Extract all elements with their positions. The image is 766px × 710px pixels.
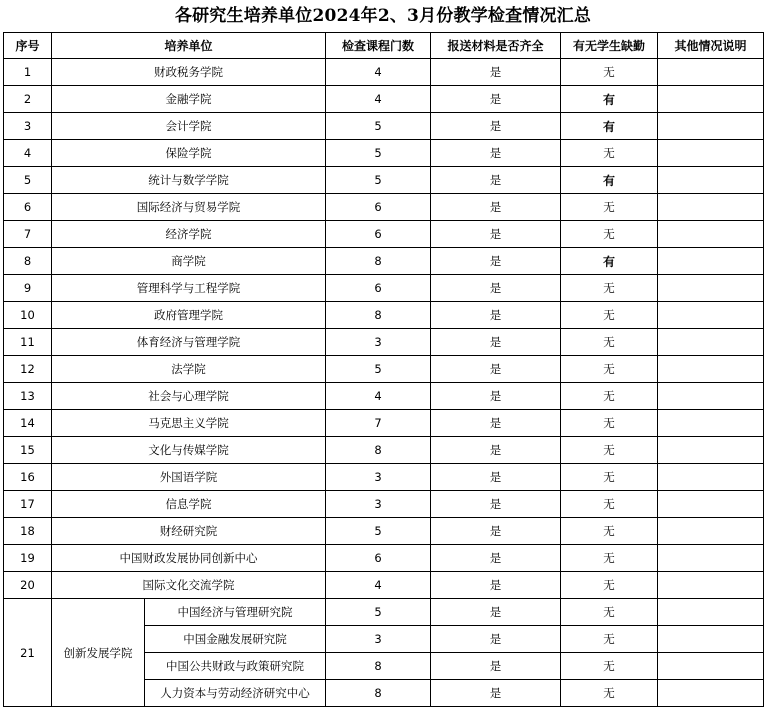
table-row: [4, 140, 764, 167]
table-row: [4, 572, 764, 599]
table-row: [4, 86, 764, 113]
cell-seq: 19: [4, 545, 52, 572]
cell-seq: 8: [4, 248, 52, 275]
cell-absence: 无: [561, 410, 658, 437]
cell-other: [658, 86, 764, 113]
table-row: [4, 275, 764, 302]
cell-materials: 是: [431, 113, 561, 140]
cell-materials: 是: [431, 302, 561, 329]
cell-courses: 6: [326, 194, 431, 221]
cell-materials: 是: [431, 464, 561, 491]
table-row: [4, 518, 764, 545]
cell-courses: 8: [326, 653, 431, 680]
cell-other: [658, 626, 764, 653]
cell-seq: 12: [4, 356, 52, 383]
cell-unit: 保险学院: [52, 140, 326, 167]
table-row: [4, 545, 764, 572]
cell-courses: 6: [326, 221, 431, 248]
cell-other: [658, 113, 764, 140]
cell-sub-unit: 中国金融发展研究院: [145, 626, 326, 653]
cell-courses: 4: [326, 572, 431, 599]
cell-courses: 7: [326, 410, 431, 437]
cell-seq: 20: [4, 572, 52, 599]
cell-absence: 有: [561, 248, 658, 275]
cell-unit: 财经研究院: [52, 518, 326, 545]
cell-absence: 有: [561, 167, 658, 194]
table-row: [4, 302, 764, 329]
cell-seq: 13: [4, 383, 52, 410]
cell-seq: 17: [4, 491, 52, 518]
cell-absence: 无: [561, 59, 658, 86]
cell-other: [658, 599, 764, 626]
table-row: [4, 356, 764, 383]
table-row: [4, 167, 764, 194]
cell-group-unit: 创新发展学院: [52, 599, 145, 707]
cell-other: [658, 248, 764, 275]
cell-unit: 社会与心理学院: [52, 383, 326, 410]
cell-unit: 政府管理学院: [52, 302, 326, 329]
cell-absence: 无: [561, 545, 658, 572]
table-row: [4, 113, 764, 140]
cell-absence: 无: [561, 491, 658, 518]
cell-seq: 2: [4, 86, 52, 113]
cell-unit: 管理科学与工程学院: [52, 275, 326, 302]
cell-courses: 5: [326, 167, 431, 194]
cell-other: [658, 680, 764, 707]
cell-courses: 5: [326, 140, 431, 167]
cell-unit: 体育经济与管理学院: [52, 329, 326, 356]
cell-courses: 5: [326, 356, 431, 383]
summary-table: [3, 32, 764, 707]
cell-courses: 4: [326, 86, 431, 113]
cell-other: [658, 59, 764, 86]
cell-unit: 国际文化交流学院: [52, 572, 326, 599]
cell-materials: 是: [431, 437, 561, 464]
cell-seq: 3: [4, 113, 52, 140]
table-row: [4, 464, 764, 491]
cell-other: [658, 356, 764, 383]
cell-other: [658, 194, 764, 221]
cell-materials: 是: [431, 626, 561, 653]
cell-materials: 是: [431, 329, 561, 356]
cell-other: [658, 545, 764, 572]
cell-absence: 无: [561, 383, 658, 410]
cell-seq: 7: [4, 221, 52, 248]
cell-seq: 10: [4, 302, 52, 329]
cell-unit: 中国财政发展协同创新中心: [52, 545, 326, 572]
header-courses: 检查课程门数: [326, 33, 431, 59]
cell-unit: 法学院: [52, 356, 326, 383]
cell-materials: 是: [431, 86, 561, 113]
cell-materials: 是: [431, 248, 561, 275]
header-unit: 培养单位: [52, 33, 326, 59]
cell-other: [658, 653, 764, 680]
cell-sub-unit: 人力资本与劳动经济研究中心: [145, 680, 326, 707]
cell-unit: 商学院: [52, 248, 326, 275]
cell-other: [658, 383, 764, 410]
table-row: [4, 383, 764, 410]
cell-other: [658, 437, 764, 464]
cell-absence: 有: [561, 86, 658, 113]
cell-materials: 是: [431, 518, 561, 545]
cell-materials: 是: [431, 653, 561, 680]
cell-other: [658, 464, 764, 491]
cell-other: [658, 410, 764, 437]
cell-seq: 21: [4, 599, 52, 707]
cell-materials: 是: [431, 545, 561, 572]
cell-absence: 无: [561, 437, 658, 464]
cell-materials: 是: [431, 410, 561, 437]
cell-courses: 5: [326, 599, 431, 626]
cell-absence: 无: [561, 626, 658, 653]
cell-other: [658, 221, 764, 248]
cell-materials: 是: [431, 599, 561, 626]
cell-unit: 文化与传媒学院: [52, 437, 326, 464]
table-row: [4, 221, 764, 248]
cell-materials: 是: [431, 491, 561, 518]
cell-absence: 无: [561, 599, 658, 626]
cell-seq: 6: [4, 194, 52, 221]
cell-absence: 无: [561, 518, 658, 545]
cell-absence: 无: [561, 356, 658, 383]
cell-other: [658, 302, 764, 329]
header-row: [4, 33, 764, 59]
cell-materials: 是: [431, 140, 561, 167]
cell-courses: 8: [326, 680, 431, 707]
cell-materials: 是: [431, 167, 561, 194]
cell-absence: 有: [561, 113, 658, 140]
cell-unit: 会计学院: [52, 113, 326, 140]
header-seq: 序号: [4, 33, 52, 59]
cell-courses: 8: [326, 302, 431, 329]
cell-materials: 是: [431, 356, 561, 383]
cell-seq: 9: [4, 275, 52, 302]
cell-courses: 3: [326, 491, 431, 518]
cell-courses: 4: [326, 383, 431, 410]
cell-courses: 5: [326, 518, 431, 545]
table-row: [4, 248, 764, 275]
cell-courses: 3: [326, 464, 431, 491]
cell-sub-unit: 中国公共财政与政策研究院: [145, 653, 326, 680]
cell-absence: 无: [561, 464, 658, 491]
cell-unit: 马克思主义学院: [52, 410, 326, 437]
cell-seq: 4: [4, 140, 52, 167]
cell-absence: 无: [561, 572, 658, 599]
cell-courses: 3: [326, 626, 431, 653]
cell-unit: 金融学院: [52, 86, 326, 113]
table-row: [4, 329, 764, 356]
cell-courses: 6: [326, 545, 431, 572]
cell-absence: 无: [561, 275, 658, 302]
cell-materials: 是: [431, 680, 561, 707]
cell-unit: 信息学院: [52, 491, 326, 518]
table-row: [4, 194, 764, 221]
cell-seq: 15: [4, 437, 52, 464]
cell-courses: 6: [326, 275, 431, 302]
cell-unit: 经济学院: [52, 221, 326, 248]
cell-other: [658, 140, 764, 167]
cell-materials: 是: [431, 221, 561, 248]
cell-seq: 14: [4, 410, 52, 437]
cell-other: [658, 572, 764, 599]
cell-absence: 无: [561, 140, 658, 167]
cell-materials: 是: [431, 572, 561, 599]
cell-seq: 18: [4, 518, 52, 545]
cell-seq: 16: [4, 464, 52, 491]
cell-courses: 5: [326, 113, 431, 140]
cell-other: [658, 518, 764, 545]
table-row: [4, 59, 764, 86]
cell-seq: 11: [4, 329, 52, 356]
cell-other: [658, 275, 764, 302]
cell-unit: 统计与数学学院: [52, 167, 326, 194]
table-row: [4, 599, 764, 626]
cell-other: [658, 329, 764, 356]
cell-other: [658, 491, 764, 518]
cell-materials: 是: [431, 194, 561, 221]
table-row: [4, 491, 764, 518]
cell-courses: 8: [326, 248, 431, 275]
cell-materials: 是: [431, 275, 561, 302]
cell-absence: 无: [561, 653, 658, 680]
cell-absence: 无: [561, 329, 658, 356]
header-materials: 报送材料是否齐全: [431, 33, 561, 59]
cell-materials: 是: [431, 59, 561, 86]
cell-unit: 国际经济与贸易学院: [52, 194, 326, 221]
cell-seq: 5: [4, 167, 52, 194]
cell-sub-unit: 中国经济与管理研究院: [145, 599, 326, 626]
table-body: [4, 59, 764, 707]
cell-materials: 是: [431, 383, 561, 410]
cell-seq: 1: [4, 59, 52, 86]
page-title: 各研究生培养单位2024年2、3月份教学检查情况汇总: [174, 6, 592, 26]
cell-absence: 无: [561, 680, 658, 707]
cell-courses: 4: [326, 59, 431, 86]
table-row: [4, 437, 764, 464]
cell-unit: 财政税务学院: [52, 59, 326, 86]
cell-courses: 3: [326, 329, 431, 356]
header-absence: 有无学生缺勤: [561, 33, 658, 59]
cell-other: [658, 167, 764, 194]
cell-absence: 无: [561, 194, 658, 221]
table-row: [4, 410, 764, 437]
cell-absence: 无: [561, 221, 658, 248]
cell-courses: 8: [326, 437, 431, 464]
cell-absence: 无: [561, 302, 658, 329]
header-other: 其他情况说明: [658, 33, 764, 59]
cell-unit: 外国语学院: [52, 464, 326, 491]
